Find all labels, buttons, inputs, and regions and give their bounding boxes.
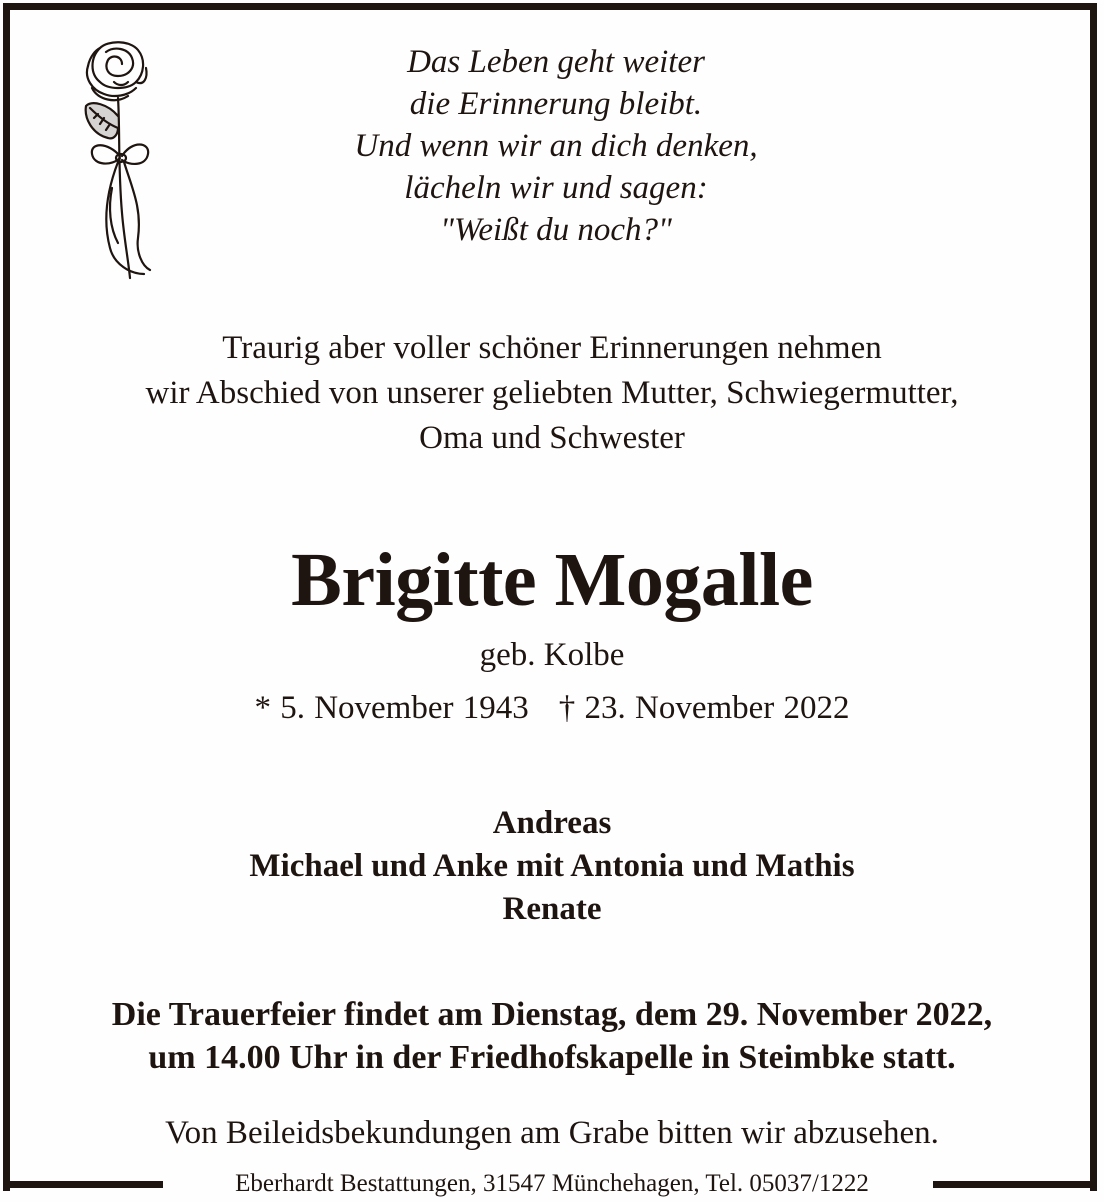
intro-text	[0, 326, 1104, 461]
poem-line: "Weißt du noch?"	[440, 212, 672, 248]
birth-date: * 5. November 1943	[254, 690, 529, 726]
poem-line: die Erinnerung bleibt.	[409, 86, 703, 122]
death-date: † 23. November 2022	[558, 690, 850, 726]
condolence-request: Von Beileidsbekundungen am Grabe bitten wir abzusehen.	[165, 1115, 939, 1151]
deceased-name: Brigitte Mogalle	[291, 538, 813, 622]
poem	[250, 41, 862, 251]
family-names	[0, 802, 1104, 931]
intro-line: Traurig aber voller schöner Erinnerungen nehmen	[222, 330, 882, 366]
family-line: Andreas	[492, 805, 612, 841]
funeral-home-footer: Eberhardt Bestattungen, 31547 Münchehagen, Tel. 05037/1222	[235, 1170, 869, 1197]
intro-line: wir Abschied von unserer geliebten Mutter, Schwiegermutter,	[145, 375, 959, 411]
funeral-service-info	[0, 993, 1104, 1079]
family-line: Renate	[502, 891, 602, 927]
life-dates	[0, 686, 1104, 730]
poem-line: Das Leben geht weiter	[407, 44, 705, 80]
poem-line: lächeln wir und sagen:	[404, 170, 708, 206]
rose-icon	[78, 38, 158, 283]
intro-line: Oma und Schwester	[419, 420, 685, 456]
birth-name: geb. Kolbe	[479, 637, 625, 673]
service-line: Die Trauerfeier findet am Dienstag, dem 29. November 2022,	[111, 996, 993, 1033]
family-line: Michael und Anke mit Antonia und Mathis	[249, 848, 855, 884]
poem-line: Und wenn wir an dich denken,	[354, 128, 758, 164]
service-line: um 14.00 Uhr in der Friedhofskapelle in Steimbke statt.	[148, 1039, 956, 1076]
